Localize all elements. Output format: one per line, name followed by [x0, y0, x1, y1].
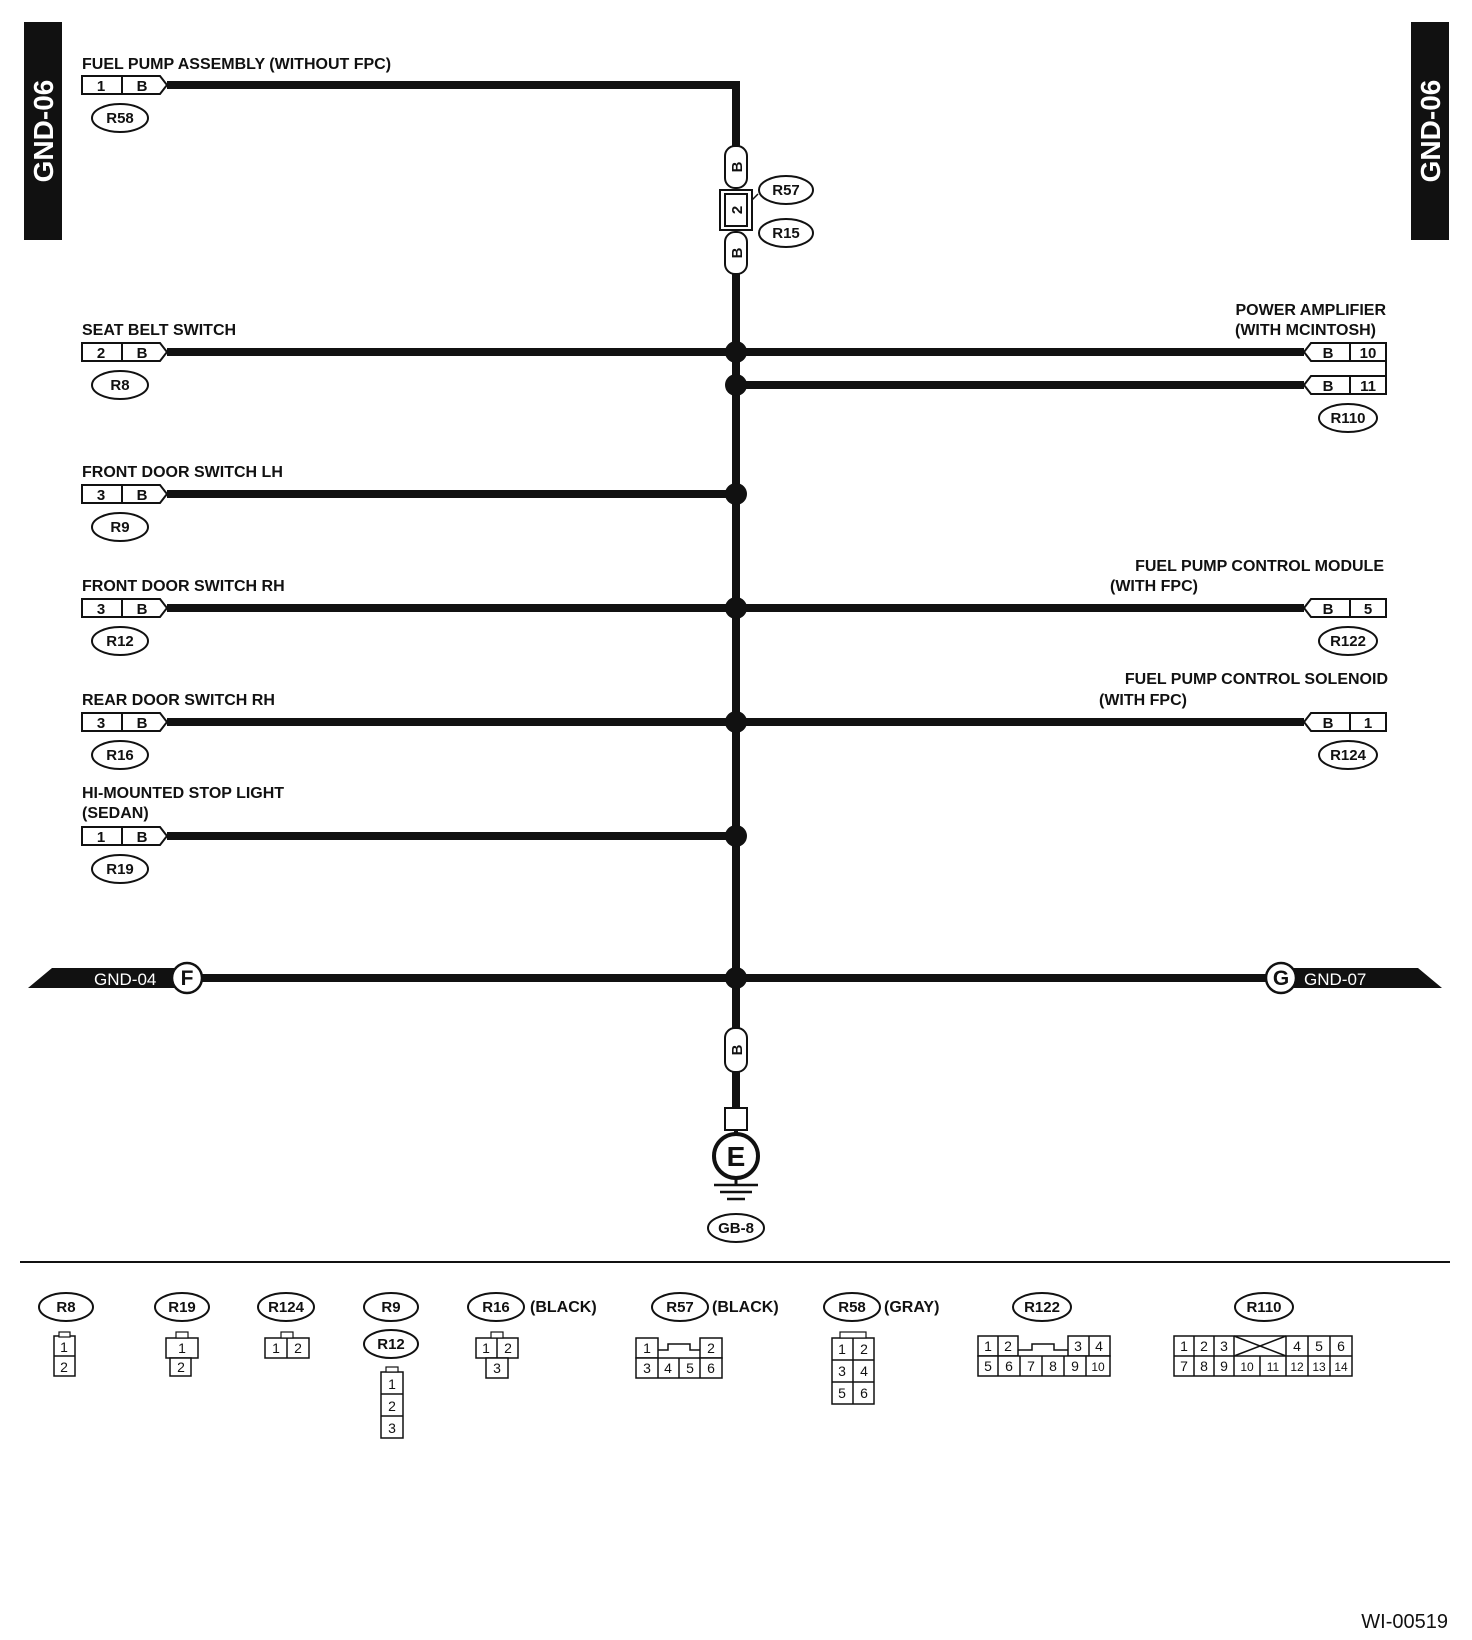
- ground-bus-right-letter: G: [1272, 967, 1290, 990]
- connector-face-r9-r12: [364, 1293, 418, 1438]
- ground-bus-left-ref: GND-04: [94, 970, 157, 989]
- figure-id: WI-00519: [1361, 1611, 1448, 1633]
- pin-cell: 14: [1334, 1360, 1348, 1374]
- inline-connector: [720, 146, 813, 274]
- top-connector-label: FUEL PUMP ASSEMBLY (WITHOUT FPC): [82, 56, 392, 73]
- left-connector-wire: B: [136, 715, 148, 732]
- connector-face-r57: [636, 1293, 779, 1378]
- top-connector: [82, 56, 740, 132]
- right-connector-pin: 1: [1363, 715, 1373, 732]
- connector-face-id: R9: [381, 1299, 401, 1316]
- right-connector-id: R124: [1330, 747, 1366, 764]
- pin-cell: 6: [860, 1385, 868, 1401]
- ground-point: [708, 1028, 764, 1242]
- left-connector-wire: B: [136, 829, 148, 846]
- pin-cell: 2: [504, 1340, 512, 1356]
- connector-face-r124: [258, 1293, 314, 1358]
- right-connector-label-2: (WITH FPC): [1110, 578, 1198, 595]
- left-connector-wire: B: [136, 487, 148, 504]
- left-connector-pin: 3: [96, 715, 106, 732]
- left-connector-front-door-lh: [82, 464, 747, 541]
- pin-cell: 3: [493, 1360, 501, 1376]
- right-connector-label-2: (WITH FPC): [1099, 692, 1187, 709]
- pin-cell: 1: [643, 1340, 651, 1356]
- right-connector-label: POWER AMPLIFIER: [1235, 302, 1386, 319]
- left-connector-id: R16: [106, 747, 134, 764]
- pin-cell: 13: [1312, 1360, 1326, 1374]
- left-connector-rear-door-rh: [82, 692, 747, 769]
- pin-cell: 2: [1200, 1338, 1208, 1354]
- left-connector-label: REAR DOOR SWITCH RH: [82, 692, 275, 709]
- pin-cell: 2: [1004, 1338, 1012, 1354]
- pin-cell: 9: [1071, 1358, 1079, 1374]
- left-connector-wire: B: [136, 345, 148, 362]
- pin-cell: 3: [838, 1363, 846, 1379]
- connector-face-id: R58: [838, 1299, 866, 1316]
- left-connector-hi-mounted-stop-light: [82, 785, 747, 883]
- connector-face-r58: [824, 1293, 939, 1404]
- pin-cell: 4: [1293, 1338, 1301, 1354]
- right-section-tab: [1411, 22, 1449, 240]
- connector-face-id: R122: [1024, 1299, 1060, 1316]
- right-connector-wire: B: [1322, 715, 1334, 732]
- pin-cell: 1: [1180, 1338, 1188, 1354]
- pin-cell: 2: [177, 1359, 185, 1375]
- pin-cell: 3: [643, 1360, 651, 1376]
- right-connector-fuel-pump-control-module: [736, 558, 1386, 655]
- right-connector-pin: 10: [1359, 345, 1377, 362]
- pin-cell: 1: [272, 1340, 280, 1356]
- connector-face-id: R110: [1246, 1299, 1282, 1316]
- pin-cell: 10: [1091, 1360, 1105, 1374]
- left-connector-label: FRONT DOOR SWITCH RH: [82, 578, 285, 595]
- left-connector-label-2: (SEDAN): [82, 805, 149, 822]
- right-tab-text: GND-06: [1415, 79, 1446, 183]
- ground-point-wire: B: [729, 1044, 746, 1056]
- connector-face-note: (BLACK): [712, 1299, 779, 1316]
- inline-bottom-wire: B: [729, 247, 746, 259]
- pin-cell: 2: [707, 1340, 715, 1356]
- pin-cell: 6: [707, 1360, 715, 1376]
- left-connector-pin: 2: [96, 345, 106, 362]
- right-connector-label-2: (WITH MCINTOSH): [1234, 322, 1376, 339]
- left-connector-pin: 1: [96, 829, 106, 846]
- right-connector-wire: B: [1322, 345, 1334, 362]
- left-connector-pin: 3: [96, 601, 106, 618]
- pin-cell: 10: [1240, 1360, 1254, 1374]
- pin-cell: 9: [1220, 1358, 1228, 1374]
- left-connector-id: R9: [110, 519, 130, 536]
- connector-face-id: R124: [268, 1299, 304, 1316]
- inline-id-r15: R15: [772, 225, 800, 242]
- left-connector-id: R8: [110, 377, 130, 394]
- pin-cell: 12: [1290, 1360, 1304, 1374]
- right-connector-label: FUEL PUMP CONTROL MODULE: [1135, 558, 1384, 575]
- top-connector-pin: 1: [96, 78, 106, 95]
- left-connector-seat-belt: [82, 322, 747, 399]
- connector-face-r110: [1174, 1293, 1352, 1376]
- left-tab-text: GND-06: [28, 79, 59, 183]
- pin-cell: 5: [1315, 1338, 1323, 1354]
- inline-pin: 2: [729, 205, 746, 215]
- right-connector-id: R122: [1330, 633, 1366, 650]
- left-connector-id: R12: [106, 633, 134, 650]
- pin-cell: 3: [1220, 1338, 1228, 1354]
- pin-cell: 3: [388, 1420, 396, 1436]
- connector-face-id: R8: [56, 1299, 76, 1316]
- inline-id-r57: R57: [772, 182, 800, 199]
- ground-bus: [28, 963, 1442, 993]
- left-connector-front-door-rh: [82, 578, 747, 655]
- right-connector-label: FUEL PUMP CONTROL SOLENOID: [1124, 671, 1388, 688]
- pin-cell: 2: [60, 1359, 68, 1375]
- connector-face-note: (GRAY): [884, 1299, 940, 1316]
- ground-bus-left-letter: F: [180, 967, 194, 990]
- left-connector-label: SEAT BELT SWITCH: [82, 322, 237, 339]
- pin-cell: 1: [60, 1339, 68, 1355]
- connector-face-r8: [39, 1293, 93, 1376]
- connector-face-id: R57: [666, 1299, 694, 1316]
- ground-bus-right-ref: GND-07: [1304, 970, 1367, 989]
- left-connector-label: HI-MOUNTED STOP LIGHT: [82, 785, 285, 802]
- pin-cell: 2: [860, 1341, 868, 1357]
- pin-cell: 4: [860, 1363, 868, 1379]
- pin-cell: 3: [1074, 1338, 1082, 1354]
- left-connector-wire: B: [136, 601, 148, 618]
- connector-face-r122: [978, 1293, 1110, 1376]
- pin-cell: 6: [1005, 1358, 1013, 1374]
- connector-face-r16: [468, 1293, 597, 1378]
- pin-cell: 1: [388, 1376, 396, 1392]
- top-connector-wire: B: [136, 78, 148, 95]
- right-connector-power-amplifier: [725, 302, 1386, 432]
- pin-cell: 2: [294, 1340, 302, 1356]
- right-connector-id: R110: [1330, 410, 1366, 427]
- right-connector-wire: B: [1322, 601, 1334, 618]
- connector-face-id: R19: [168, 1299, 196, 1316]
- left-section-tab: [24, 22, 62, 240]
- right-connector-pin: 5: [1363, 601, 1373, 618]
- connector-face-id: R16: [482, 1299, 510, 1316]
- pin-cell: 6: [1337, 1338, 1345, 1354]
- ground-point-id: GB-8: [718, 1220, 754, 1237]
- pin-cell: 1: [984, 1338, 992, 1354]
- left-connector-pin: 3: [96, 487, 106, 504]
- right-connector-pin: 11: [1360, 378, 1376, 395]
- connector-face-r19: [155, 1293, 209, 1376]
- inline-top-wire: B: [729, 161, 746, 173]
- top-connector-id: R58: [106, 110, 134, 127]
- right-connector-fuel-pump-control-solenoid: [736, 671, 1388, 769]
- right-connector-wire: B: [1322, 378, 1334, 395]
- pin-cell: 4: [664, 1360, 672, 1376]
- pin-cell: 11: [1266, 1360, 1280, 1374]
- pin-cell: 4: [1095, 1338, 1103, 1354]
- pin-cell: 7: [1027, 1358, 1035, 1374]
- pin-cell: 8: [1200, 1358, 1208, 1374]
- connector-face-id-2: R12: [377, 1336, 405, 1353]
- left-connector-id: R19: [106, 861, 134, 878]
- pin-cell: 2: [388, 1398, 396, 1414]
- ground-point-letter: E: [726, 1141, 746, 1172]
- pin-cell: 1: [178, 1340, 186, 1356]
- pin-cell: 5: [838, 1385, 846, 1401]
- pin-cell: 8: [1049, 1358, 1057, 1374]
- connector-face-note: (BLACK): [530, 1299, 597, 1316]
- pin-cell: 1: [482, 1340, 490, 1356]
- pin-cell: 1: [838, 1341, 846, 1357]
- pin-cell: 5: [686, 1360, 694, 1376]
- left-connector-label: FRONT DOOR SWITCH LH: [82, 464, 283, 481]
- pin-cell: 7: [1180, 1358, 1188, 1374]
- pin-cell: 5: [984, 1358, 992, 1374]
